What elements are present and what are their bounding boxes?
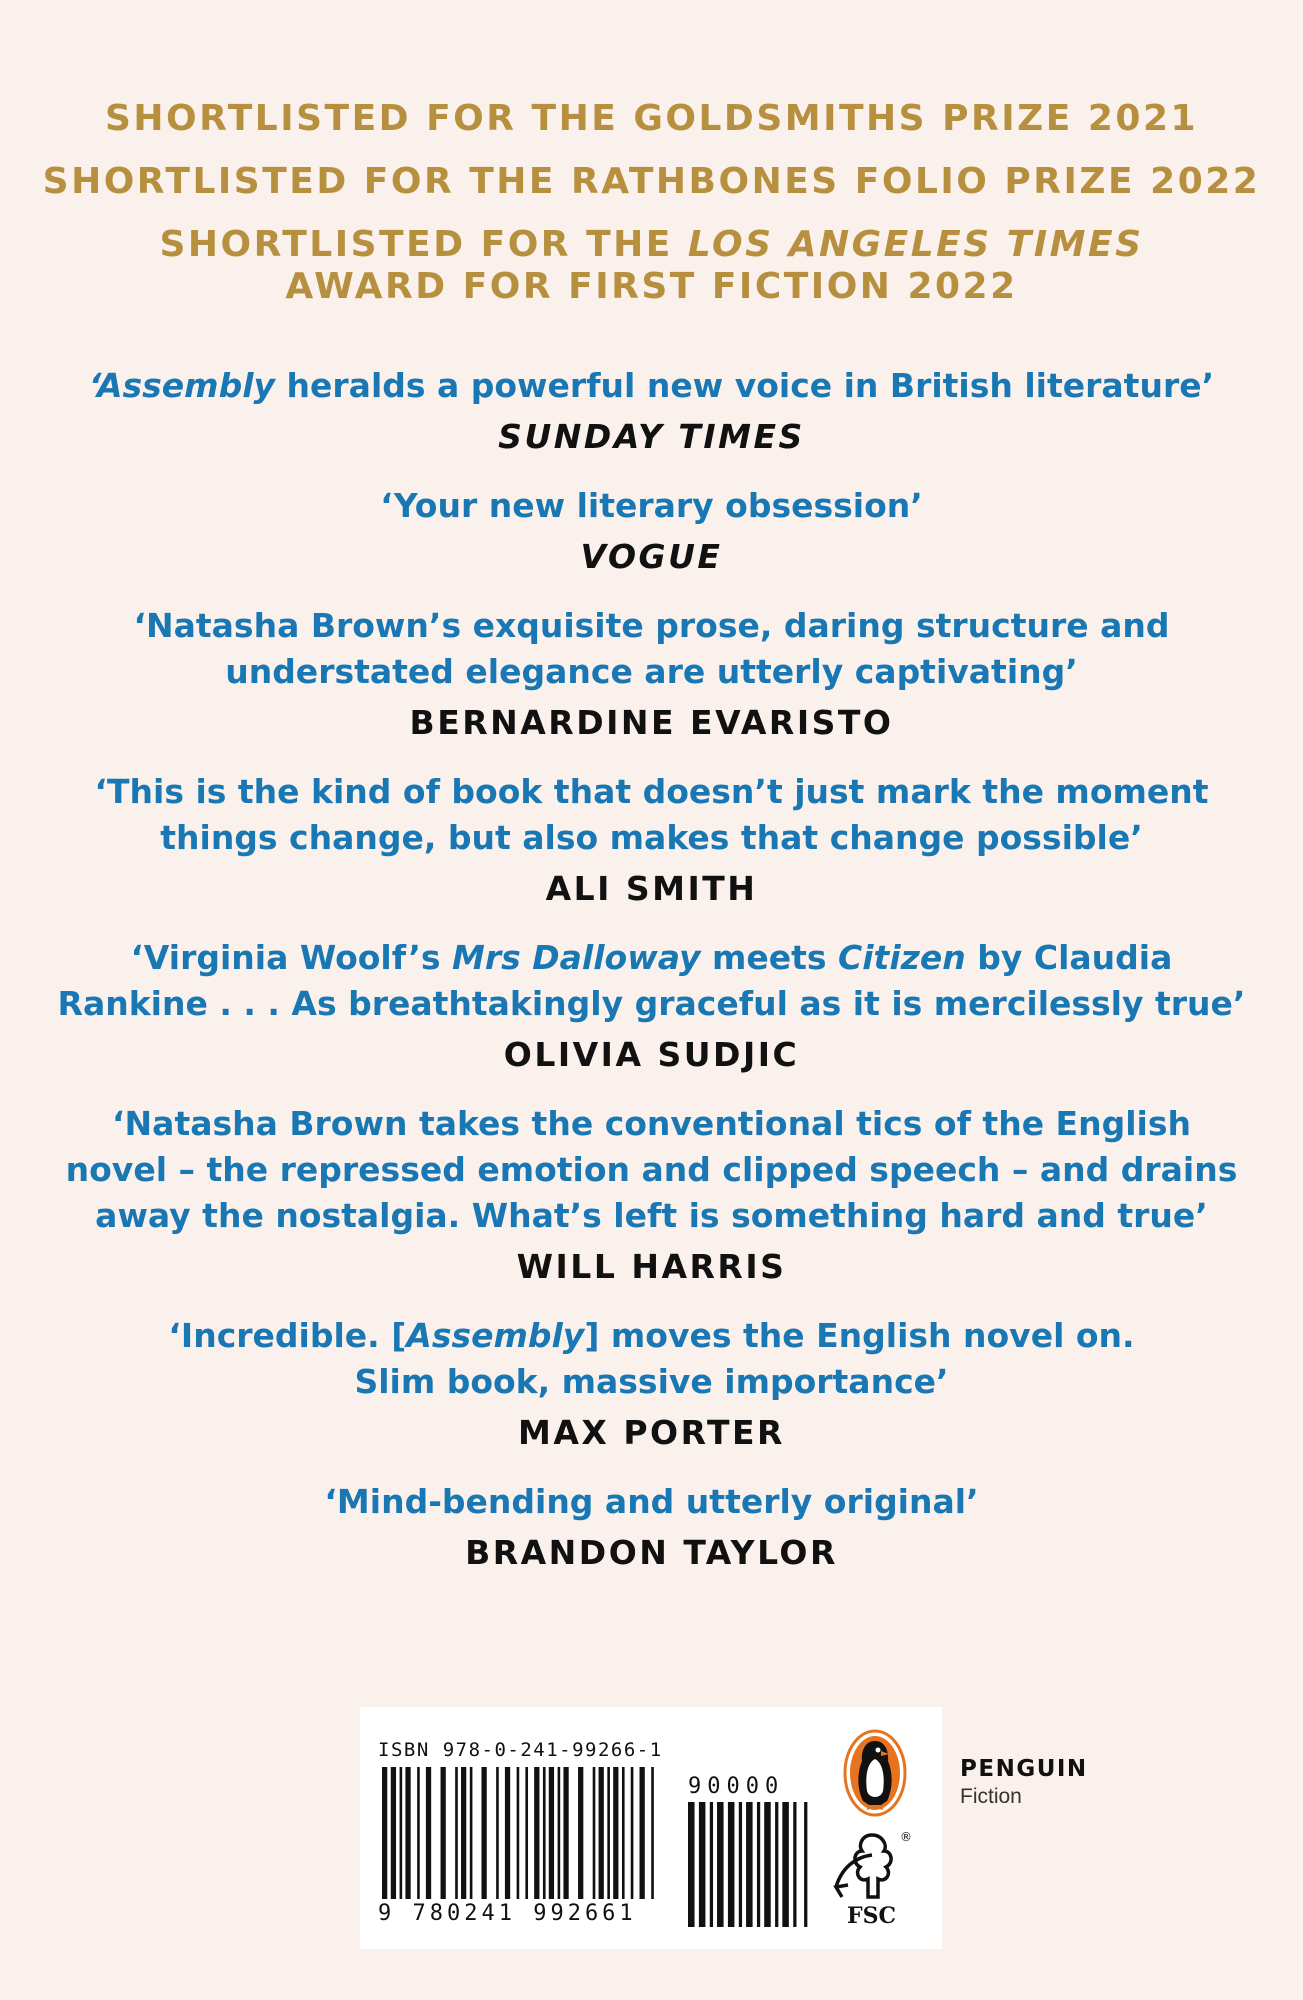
- barcode-bar: [640, 1767, 645, 1899]
- quote-text: [0, 363, 1303, 409]
- barcode-bar: [728, 1802, 735, 1927]
- quote-italic-title: Assembly: [406, 1316, 585, 1355]
- quote-text: ‘Your new literary obsession’: [380, 486, 923, 525]
- barcode-bar: [739, 1802, 742, 1927]
- prize-la-times-italic: LOS ANGELES TIMES: [687, 224, 1144, 265]
- quote-ali-smith: [0, 769, 1303, 913]
- barcode-bar: [563, 1767, 568, 1899]
- quote-line-1: ‘Natasha Brown’s exquisite prose, daring structure and: [133, 606, 1170, 645]
- barcode-bar: [804, 1802, 807, 1927]
- barcode-bar: [426, 1767, 431, 1899]
- barcode-bar: [651, 1767, 654, 1899]
- quote-brandon-taylor: [0, 1479, 1303, 1577]
- addon-barcode-bars: [688, 1802, 807, 1927]
- barcode-bar: [764, 1802, 771, 1927]
- quote-italic-title: ‘Assembly: [88, 366, 276, 405]
- barcode-bar: [405, 1767, 410, 1899]
- quote-line-2: Rankine . . . As breathtakingly graceful as it is mercilessly true’: [57, 984, 1246, 1023]
- barcode-bar: [578, 1767, 583, 1899]
- prize-la-times-line1: [0, 224, 1303, 266]
- quote-source: BRANDON TAYLOR: [465, 1533, 838, 1572]
- prize-la-times-line2: AWARD FOR FIRST FICTION 2022: [285, 266, 1018, 307]
- quote-text-rest: heralds a powerful new voice in British literature’: [275, 366, 1215, 405]
- barcode-bar: [775, 1802, 778, 1927]
- quote-italic-title: Citizen: [838, 938, 966, 977]
- barcode-bar: [757, 1802, 760, 1927]
- barcode-bar: [593, 1767, 596, 1899]
- main-barcode-bars: [382, 1767, 654, 1899]
- barcode-bar: [631, 1767, 634, 1899]
- barcode-bar: [622, 1767, 625, 1899]
- publisher-imprint: Fiction: [960, 1785, 1022, 1808]
- publisher-name: PENGUIN: [960, 1756, 1088, 1782]
- barcode-bar: [481, 1767, 486, 1899]
- quote-fragment: ] moves the English novel on.: [584, 1316, 1135, 1355]
- fsc-tree-icon: [832, 1827, 914, 1905]
- quote-vogue: [0, 483, 1303, 581]
- barcode-bar: [517, 1767, 520, 1899]
- barcode-bar: [710, 1802, 713, 1927]
- barcode-bar: [558, 1767, 561, 1899]
- barcode-bar: [782, 1802, 789, 1927]
- barcode-bar: [470, 1767, 473, 1899]
- barcode-bar: [607, 1767, 610, 1899]
- review-quotes: [0, 363, 1303, 1599]
- ean-digits: 9 780241 992661: [378, 1901, 637, 1926]
- quote-source: OLIVIA SUDJIC: [503, 1035, 800, 1074]
- isbn-label: ISBN 978-0-241-99266-1: [378, 1739, 663, 1761]
- barcode-bar: [391, 1767, 396, 1899]
- barcode-bar: [549, 1767, 554, 1899]
- barcode-bar: [461, 1767, 466, 1899]
- barcode-bar: [525, 1767, 528, 1899]
- price-code: 90000: [688, 1774, 785, 1799]
- quote-sunday-times: [0, 363, 1303, 461]
- barcode-bar: [699, 1802, 706, 1927]
- quote-source: SUNDAY TIMES: [498, 417, 805, 456]
- quote-text: ‘Mind-bending and utterly original’: [324, 1482, 979, 1521]
- barcode-bar: [746, 1802, 753, 1927]
- barcode-bar: [496, 1767, 499, 1899]
- prize-shortlist: [0, 98, 1303, 308]
- barcode-bar: [613, 1767, 618, 1899]
- quote-source: ALI SMITH: [545, 869, 758, 908]
- quote-line-2: Slim book, massive importance’: [354, 1362, 949, 1401]
- prize-goldsmiths: SHORTLISTED FOR THE GOLDSMITHS PRIZE 2021: [104, 98, 1199, 139]
- quote-line-1: [0, 1313, 1303, 1359]
- quote-source: WILL HARRIS: [516, 1247, 787, 1286]
- barcode-bar: [400, 1767, 403, 1899]
- barcode-bar: [534, 1767, 539, 1899]
- quote-source: VOGUE: [580, 537, 723, 576]
- quote-line-1: [0, 935, 1303, 981]
- quote-source: BERNARDINE EVARISTO: [409, 703, 894, 742]
- barcode-bar: [793, 1802, 796, 1927]
- quote-line-3: away the nostalgia. What’s left is something hard and true’: [95, 1196, 1208, 1235]
- quote-line-2: things change, but also makes that change possible’: [160, 818, 1143, 857]
- quote-sudjic: [0, 935, 1303, 1079]
- quote-will-harris: [0, 1101, 1303, 1291]
- barcode-bar: [455, 1767, 458, 1899]
- quote-italic-title: Mrs Dalloway: [452, 938, 701, 977]
- quote-fragment: meets: [700, 938, 839, 977]
- barcode-bar: [505, 1767, 510, 1899]
- quote-max-porter: [0, 1313, 1303, 1457]
- penguin-icon: [843, 1729, 907, 1817]
- quote-fragment: by Claudia: [965, 938, 1173, 977]
- barcode-panel: [360, 1707, 942, 1949]
- quote-line-1: ‘This is the kind of book that doesn’t just mark the moment: [94, 772, 1209, 811]
- quote-fragment: ‘Virginia Woolf’s: [130, 938, 453, 977]
- barcode-bar: [441, 1767, 446, 1899]
- fsc-label: FSC: [847, 1903, 897, 1929]
- barcode-bar: [688, 1802, 695, 1927]
- barcode-bar: [417, 1767, 420, 1899]
- quote-fragment: ‘Incredible. [: [168, 1316, 407, 1355]
- svg-text:®: ®: [900, 1830, 912, 1844]
- quote-evaristo: [0, 603, 1303, 747]
- prize-la-times-prefix: SHORTLISTED FOR THE: [159, 224, 688, 265]
- quote-source: MAX PORTER: [518, 1413, 785, 1452]
- prize-rathbones: SHORTLISTED FOR THE RATHBONES FOLIO PRIZE 2022: [42, 161, 1261, 202]
- quote-line-2: novel – the repressed emotion and clipped speech – and drains: [65, 1150, 1238, 1189]
- quote-line-1: ‘Natasha Brown takes the conventional tics of the English: [112, 1104, 1191, 1143]
- barcode-bar: [382, 1767, 387, 1899]
- quote-line-2: understated elegance are utterly captivating’: [225, 652, 1078, 691]
- barcode-bar: [717, 1802, 724, 1927]
- barcode-bar: [543, 1767, 546, 1899]
- barcode-bar: [599, 1767, 604, 1899]
